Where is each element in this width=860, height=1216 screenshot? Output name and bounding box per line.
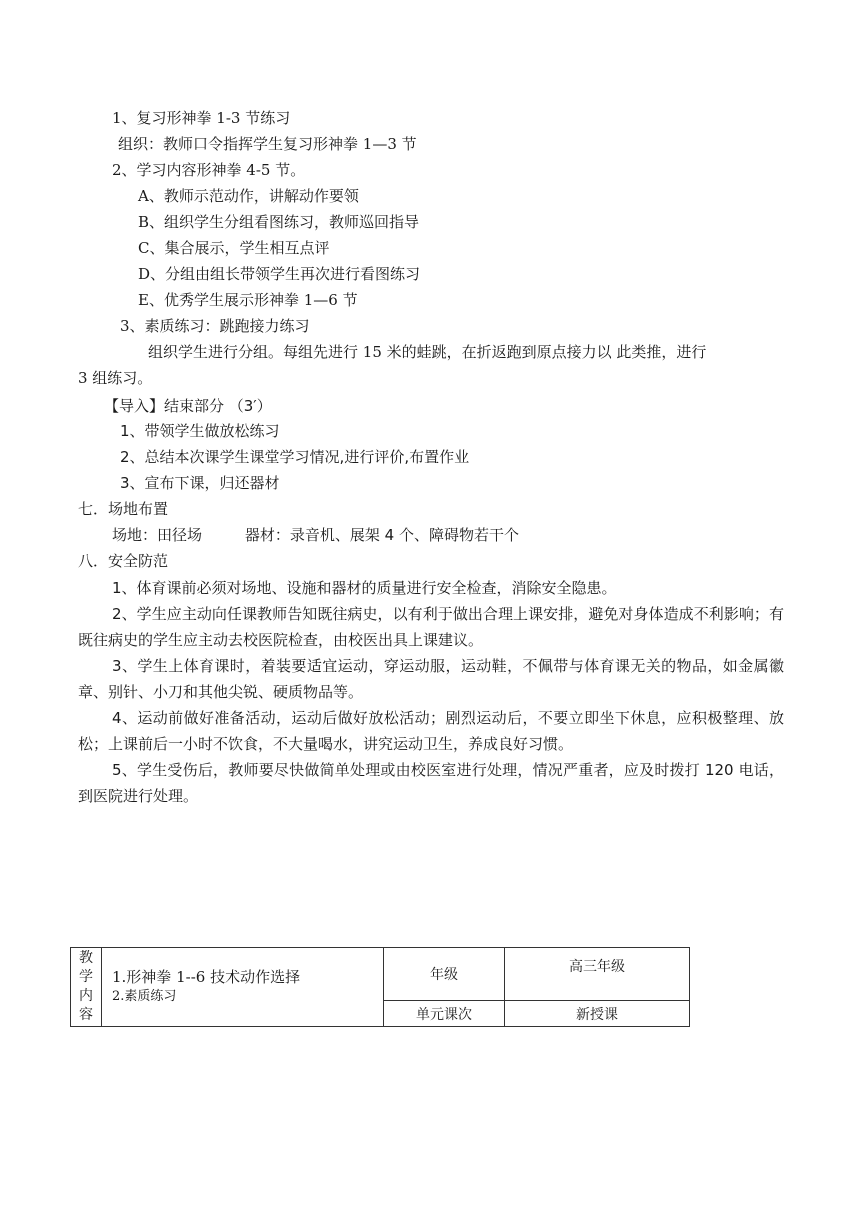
item-fitness: 3、素质练习：跳跑接力练习 [120,317,310,335]
item-learn: 2、学习内容形神拳 4-5 节。 [112,161,306,179]
unit-value: 新授课 [505,1001,690,1027]
item-fitness-desc-1: 组织学生进行分组。每组先进行 15 米的蛙跳，在折返跑到原点接力以 此类推，进行 [148,343,707,361]
content-line-2: 2.素质练习 [112,989,177,1004]
item-review-org: 组织：教师口令指挥学生复习形神拳 1—3 节 [118,135,417,153]
sub-item-b: B、组织学生分组看图练习，教师巡回指导 [138,213,420,231]
safety-item-5: 5、学生受伤后，教师要尽快做简单处理或由校医室进行处理，情况严重者，应及时拨打 120 电话，到医院进行处理。 [78,761,784,805]
safety-item-4: 4、运动前做好准备活动，运动后做好放松活动；剧烈运动后，不要立即坐下休息，应积极整理、放松；上课前后一小时不饮食，不大量喝水，讲究运动卫生，养成良好习惯。 [78,709,784,753]
item-review: 1、复习形神拳 1-3 节练习 [112,109,291,127]
safety-item-2: 2、学生应主动向任课教师告知既往病史，以有利于做出合理上课安排，避免对身体造成不利影响；有既往病史的学生应主动去校医院检查，由校医出具上课建议。 [78,605,784,649]
lesson-info-table [70,947,690,1027]
grade-value: 高三年级 [505,948,690,1001]
venue-heading: 七．场地布置 [78,500,169,518]
ending-item-3: 3、宣布下课，归还器材 [120,474,280,492]
ending-item-2: 2、总结本次课学生课堂学习情况,进行评价,布置作业 [120,448,470,466]
safety-item-3: 3、学生上体育课时，着装要适宜运动，穿运动服，运动鞋，不佩带与体育课无关的物品，如金属徽章、别针、小刀和其他尖锐、硬质物品等。 [78,657,784,701]
item-fitness-desc-2: 3 组练习。 [78,369,153,387]
safety-item-1: 1、体育课前必须对场地、设施和器材的质量进行安全检查，消除安全隐患。 [112,579,617,597]
sub-item-d: D、分组由组长带领学生再次进行看图练习 [138,265,421,283]
sub-item-c: C、集合展示，学生相互点评 [138,239,330,257]
content-line-1: 1.形神拳 1--6 技术动作选择 [112,968,301,986]
venue-detail: 场地：田径场 器材：录音机、展架 4 个、障碍物若干个 [112,526,519,544]
unit-label: 单元课次 [384,1001,505,1027]
sub-item-e: E、优秀学生展示形神拳 1—6 节 [138,291,358,309]
ending-title: 【导入】结束部分 （3′） [104,397,272,415]
sub-item-a: A、教师示范动作，讲解动作要领 [138,187,359,205]
grade-label: 年级 [384,948,505,1001]
safety-heading: 八．安全防范 [78,552,169,570]
teaching-content-label: 教 学 内 容 [71,948,102,1027]
teaching-content [102,948,384,1027]
ending-item-1: 1、带领学生做放松练习 [120,422,280,440]
